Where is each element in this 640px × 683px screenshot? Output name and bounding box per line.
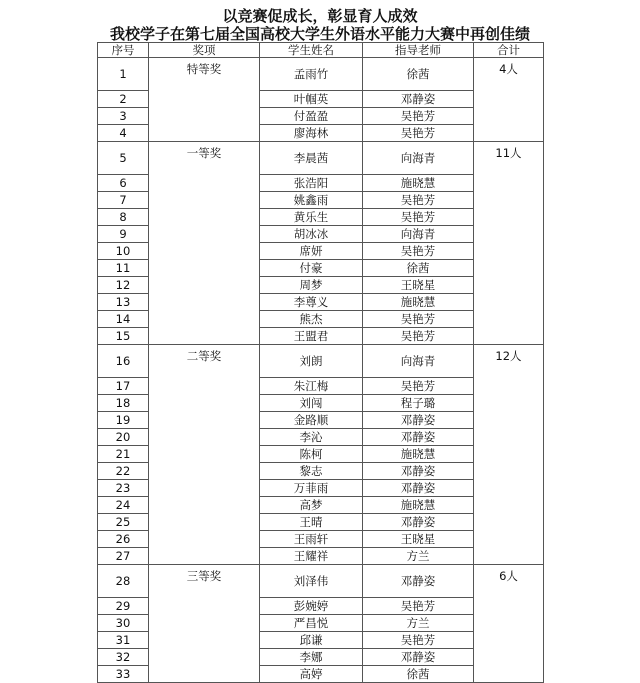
header-award: 奖项 [149, 43, 260, 58]
student-name: 付豪 [260, 260, 363, 277]
teacher-name: 程子璐 [363, 395, 474, 412]
table-header-row [98, 43, 544, 58]
row-number: 3 [98, 108, 149, 125]
row-number: 13 [98, 294, 149, 311]
row-number: 12 [98, 277, 149, 294]
student-name: 廖海林 [260, 125, 363, 142]
teacher-name: 施晓慧 [363, 497, 474, 514]
teacher-name: 王晓星 [363, 531, 474, 548]
table-row [98, 58, 544, 91]
row-number: 14 [98, 311, 149, 328]
teacher-name: 吴艳芳 [363, 125, 474, 142]
student-name: 万菲雨 [260, 480, 363, 497]
award-level [149, 142, 260, 345]
student-name: 邱谦 [260, 632, 363, 649]
row-number: 30 [98, 615, 149, 632]
document-subtitle: 我校学子在第七届全国高校大学生外语水平能力大赛中再创佳绩 [109, 25, 530, 43]
header-teacher: 指导老师 [363, 43, 474, 58]
row-number: 11 [98, 260, 149, 277]
teacher-name: 邓静姿 [363, 649, 474, 666]
student-name: 熊杰 [260, 311, 363, 328]
group-total [474, 142, 544, 345]
student-name: 张浩阳 [260, 175, 363, 192]
award-label: 特等奖 [186, 62, 222, 76]
teacher-name: 施晓慧 [363, 446, 474, 463]
award-label: 三等奖 [186, 569, 222, 583]
teacher-name: 向海青 [363, 345, 474, 378]
teacher-name: 方兰 [363, 615, 474, 632]
row-number: 6 [98, 175, 149, 192]
student-name: 李沁 [260, 429, 363, 446]
row-number: 24 [98, 497, 149, 514]
teacher-name: 吴艳芳 [363, 632, 474, 649]
teacher-name: 吴艳芳 [363, 598, 474, 615]
document-title: 以竞赛促成长，彰显育人成效 [222, 7, 418, 25]
teacher-name: 邓静姿 [363, 412, 474, 429]
total-label: 12人 [495, 349, 522, 363]
row-number: 21 [98, 446, 149, 463]
student-name: 高婷 [260, 666, 363, 683]
teacher-name: 吴艳芳 [363, 311, 474, 328]
group-total [474, 565, 544, 683]
teacher-name: 徐茜 [363, 58, 474, 91]
student-name: 刘闯 [260, 395, 363, 412]
award-level [149, 345, 260, 565]
row-number: 5 [98, 142, 149, 175]
student-name: 金路顺 [260, 412, 363, 429]
teacher-name: 邓静姿 [363, 91, 474, 108]
award-label: 二等奖 [186, 349, 222, 363]
total-label: 6人 [499, 569, 518, 583]
teacher-name: 徐茜 [363, 666, 474, 683]
row-number: 16 [98, 345, 149, 378]
student-name: 高梦 [260, 497, 363, 514]
student-name: 付盈盈 [260, 108, 363, 125]
table-row [98, 345, 544, 378]
row-number: 9 [98, 226, 149, 243]
header-total: 合计 [474, 43, 544, 58]
teacher-name: 邓静姿 [363, 463, 474, 480]
row-number: 28 [98, 565, 149, 598]
row-number: 1 [98, 58, 149, 91]
group-total [474, 345, 544, 565]
teacher-name: 施晓慧 [363, 294, 474, 311]
student-name: 王耀祥 [260, 548, 363, 565]
student-name: 姚鑫雨 [260, 192, 363, 209]
teacher-name: 邓静姿 [363, 514, 474, 531]
student-name: 周梦 [260, 277, 363, 294]
teacher-name: 向海青 [363, 226, 474, 243]
row-number: 32 [98, 649, 149, 666]
teacher-name: 吴艳芳 [363, 192, 474, 209]
teacher-name: 方兰 [363, 548, 474, 565]
table-row [98, 142, 544, 175]
row-number: 7 [98, 192, 149, 209]
table-row [98, 565, 544, 598]
award-label: 一等奖 [186, 146, 222, 160]
student-name: 陈柯 [260, 446, 363, 463]
row-number: 20 [98, 429, 149, 446]
row-number: 29 [98, 598, 149, 615]
student-name: 严昌悦 [260, 615, 363, 632]
total-label: 4人 [499, 62, 518, 76]
row-number: 19 [98, 412, 149, 429]
row-number: 27 [98, 548, 149, 565]
row-number: 8 [98, 209, 149, 226]
row-number: 22 [98, 463, 149, 480]
student-name: 彭婉婷 [260, 598, 363, 615]
teacher-name: 吴艳芳 [363, 328, 474, 345]
teacher-name: 邓静姿 [363, 429, 474, 446]
row-number: 17 [98, 378, 149, 395]
teacher-name: 徐茜 [363, 260, 474, 277]
row-number: 33 [98, 666, 149, 683]
row-number: 26 [98, 531, 149, 548]
student-name: 李晨茜 [260, 142, 363, 175]
teacher-name: 邓静姿 [363, 565, 474, 598]
student-name: 黎志 [260, 463, 363, 480]
student-name: 刘泽伟 [260, 565, 363, 598]
row-number: 2 [98, 91, 149, 108]
award-level [149, 58, 260, 142]
teacher-name: 吴艳芳 [363, 243, 474, 260]
student-name: 刘朗 [260, 345, 363, 378]
group-total [474, 58, 544, 142]
row-number: 23 [98, 480, 149, 497]
teacher-name: 施晓慧 [363, 175, 474, 192]
student-name: 王盟君 [260, 328, 363, 345]
row-number: 15 [98, 328, 149, 345]
student-name: 胡冰冰 [260, 226, 363, 243]
teacher-name: 吴艳芳 [363, 378, 474, 395]
row-number: 18 [98, 395, 149, 412]
teacher-name: 向海青 [363, 142, 474, 175]
student-name: 孟雨竹 [260, 58, 363, 91]
award-level [149, 565, 260, 683]
student-name: 王晴 [260, 514, 363, 531]
teacher-name: 吴艳芳 [363, 209, 474, 226]
student-name: 李娜 [260, 649, 363, 666]
award-table [97, 42, 544, 683]
row-number: 10 [98, 243, 149, 260]
student-name: 朱江梅 [260, 378, 363, 395]
header-student: 学生姓名 [260, 43, 363, 58]
student-name: 叶帼英 [260, 91, 363, 108]
student-name: 李尊义 [260, 294, 363, 311]
teacher-name: 吴艳芳 [363, 108, 474, 125]
student-name: 席妍 [260, 243, 363, 260]
header-no: 序号 [98, 43, 149, 58]
table-body [98, 58, 544, 683]
row-number: 25 [98, 514, 149, 531]
row-number: 4 [98, 125, 149, 142]
total-label: 11人 [495, 146, 522, 160]
student-name: 黄乐生 [260, 209, 363, 226]
student-name: 王雨轩 [260, 531, 363, 548]
row-number: 31 [98, 632, 149, 649]
teacher-name: 王晓星 [363, 277, 474, 294]
teacher-name: 邓静姿 [363, 480, 474, 497]
